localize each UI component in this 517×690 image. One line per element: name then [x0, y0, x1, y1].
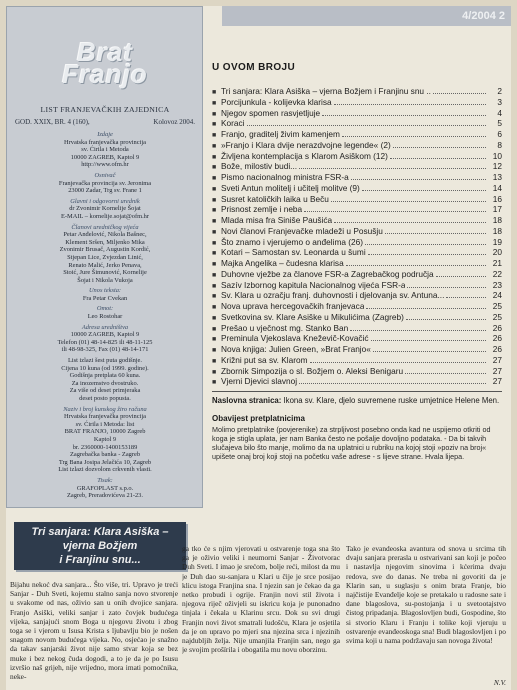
credit-line: Klement Sršen, Miljenko Mika	[65, 238, 145, 246]
toc-entry-title: Sv. Klara u ozračju franj. duhovnosti i djelovanja sv. Antuna...	[221, 290, 445, 301]
toc-row	[212, 355, 502, 366]
toc-row	[212, 312, 502, 323]
credit-line: Zagreb, Preradovićeva 21-23.	[67, 492, 143, 500]
toc-entry-page: 16	[492, 193, 502, 204]
toc-entry-title: Sazív Izbornog kapitula Nacionalnog vijeća FSR-a	[221, 279, 406, 290]
bullet-icon: ■	[212, 89, 217, 96]
toc-row	[212, 97, 502, 108]
credit-line: Leo Rostohar	[87, 313, 123, 321]
toc-leader	[407, 287, 486, 288]
toc-entry-page: 27	[492, 365, 502, 376]
credit-line: http://www.ofm.hr	[81, 161, 129, 169]
bullet-icon: ■	[212, 164, 217, 172]
toc-row	[212, 118, 502, 129]
toc-leader	[322, 115, 486, 116]
toc-entry-title: Vjerni Djevici slavnoj	[221, 376, 298, 387]
toc-row	[212, 258, 502, 269]
toc-leader	[406, 319, 486, 320]
credit-line: Fra Petar Cvekan	[82, 294, 128, 302]
toc-entry-page: 13	[492, 172, 502, 182]
toc-row	[212, 194, 502, 205]
toc-entry-page: 27	[492, 354, 502, 365]
toc-entry-title: Nova knjiga: Julien Green, »Brat Franjo«	[221, 344, 371, 354]
credit-label: Izdaje	[97, 131, 113, 138]
toc-entry-page: 17	[492, 204, 502, 215]
credit-line: Trg Bana Josipa Jelačića 10, Zagreb	[58, 458, 152, 466]
toc-entry-page: 21	[492, 258, 502, 268]
credit-line: 10000 ZAGREB, Kaptol 9	[70, 331, 140, 339]
cover-note-label: Naslovna stranica:	[212, 396, 282, 405]
toc-leader	[368, 254, 486, 255]
toc-entry-page: 14	[492, 182, 502, 193]
credit-label: Adresa uredništva	[81, 323, 129, 331]
issue-date: Kolovoz 2004.	[153, 118, 195, 126]
toc-entry-title: Križni put sa sv. Klarom	[221, 354, 308, 365]
credit-line: BRAT FRANJO, 10000 Zagreb	[64, 428, 146, 436]
toc-entry-title: Duhovne vježbe za članove FSR-a Zagrebačkog područja	[221, 268, 434, 279]
credit-line: sv. Ćirila i Metoda	[81, 146, 129, 154]
toc-leader	[342, 136, 486, 137]
toc-row	[212, 215, 502, 226]
toc-entry-title: Prešao u vječnost mg. Stanko Ban	[221, 322, 349, 333]
toc-entry-page: 2	[497, 86, 502, 96]
toc-row	[212, 204, 502, 215]
credit-line: Stjepan Lice, Zvjezdan Linić,	[67, 253, 143, 261]
bullet-icon: ■	[212, 196, 217, 204]
article-column-3: Tako je evandeoska avantura od snova u srcima tih dvaju sanjara prerasla u ostvarivani san koji je počeo i nastavlja njegovim sinovima i kćerima dvaju redova, sve do danas. Ne treba ni govoriti da je Klarin san, u suglasju s onim brata Franje, bio najčistije Evanđelje koje se pretakalo u radosne sate i dane blagoslova, su-postojanja i u svetootajstvo čistog pripadanja. Blagoslovljen budi, Gospodine, što si stvorio Klaru i Franju i tolike koji vjeruju u ostvarenje evanđeoskoga sna! Budi blagoslovljen i po svima koji u nama podržavaju san novoga života!	[346, 544, 506, 646]
notes-section	[212, 391, 502, 461]
toc-entry-page: 4	[497, 107, 502, 118]
subscriber-notice-title: Obavijest pretplatnicima	[212, 414, 305, 423]
bullet-icon: ■	[212, 347, 217, 354]
credit-label: Osnivač	[94, 171, 116, 179]
toc-entry-page: 22	[492, 268, 502, 279]
toc-entry-title: Nova uprava hercegovačkih franjevaca	[221, 301, 365, 311]
bullet-icon: ■	[212, 142, 217, 150]
credit-label: Omot:	[96, 305, 114, 313]
credit-line: Za inozemstvo dvostruko.	[71, 379, 139, 387]
toc-entry-title: Koraci	[221, 118, 245, 129]
subscriber-notice-text: Molimo pretplatnike (povjerenike) za strpljivost posebno onda kad ne uspijemo otkriti od koga je stigla uplata, jer nam Banka često ne pošalje dovoljno podataka. - Da bi takvih slučajeva bilo što manje, molimo da na uplatnici u rubriku na kojoj stoji »poziv na broj« upišete onaj broj koji stoji na početku vaše adrese - s lijeve strane. Hvala lijepa.	[212, 425, 491, 461]
toc-leader	[351, 179, 486, 180]
toc-leader	[446, 297, 486, 298]
bullet-icon: ■	[212, 99, 217, 107]
toc-entry-page: 18	[492, 215, 502, 225]
toc-entry-page: 25	[492, 301, 502, 311]
toc-leader	[299, 168, 486, 169]
bullet-icon: ■	[212, 218, 217, 225]
bullet-icon: ■	[212, 207, 217, 215]
toc-leader	[436, 276, 486, 277]
toc-row	[212, 333, 502, 344]
credit-line: 23000 Zadar, Trg sv. Frane 1	[68, 187, 142, 195]
cover-note-text: Ikona sv. Klare, djelo suvremene ruske umjetnice Helene Men.	[283, 396, 500, 405]
toc-entry-page: 8	[497, 139, 502, 150]
toc-leader	[366, 308, 486, 309]
credit-line: Kaptol 9	[93, 435, 117, 443]
magazine-page	[6, 6, 511, 690]
credit-line: ili 48-98-325, Fax (01) 48-14-171	[61, 346, 149, 354]
toc-leader	[247, 125, 486, 126]
toc-leader	[346, 265, 486, 266]
toc-entry-page: 25	[492, 311, 502, 322]
toc-entry-title: »Franjo i Klara dvije nerazdvojne legende« (2)	[221, 139, 391, 150]
toc-entry-title: Pismo nacionalnog ministra FSR-a	[221, 172, 349, 182]
toc-leader	[373, 351, 486, 352]
credit-line: GRAFOPLAST s.p.o.	[76, 484, 134, 492]
bullet-icon: ■	[212, 185, 217, 193]
toc-leader	[365, 244, 486, 245]
toc-entry-page: 18	[492, 225, 502, 236]
toc-row	[212, 344, 502, 355]
credit-label: Naziv i broj kunskog žiro računa	[63, 405, 147, 413]
credit-line: List izlazi dozvolom crkvenih vlasti.	[58, 466, 152, 474]
toc-row	[212, 129, 502, 140]
table-of-contents	[212, 86, 502, 387]
logo	[19, 37, 191, 89]
credit-line: Telefon (01) 48-14-825 ili 48-11-125	[57, 338, 153, 346]
issue-line	[15, 118, 195, 126]
toc-entry-page: 6	[497, 129, 502, 139]
toc-entry-page: 26	[492, 322, 502, 333]
publication-name: LIST FRANJEVAČKIH ZAJEDNICA	[40, 105, 170, 114]
toc-entry-title: Njegov spomen rasvjetljuje	[221, 107, 321, 118]
toc-entry-title: Življena kontemplacija s Klarom Asiškom (12)	[221, 150, 388, 161]
toc-row	[212, 269, 502, 280]
bullet-icon: ■	[212, 153, 217, 161]
toc-entry-title: Prisnost zemlje i neba	[221, 204, 303, 215]
toc-entry-title: Što znamo i vjerujemo o anđelima (26)	[221, 236, 364, 247]
toc-entry-page: 10	[492, 150, 502, 161]
divider	[212, 391, 502, 392]
credit-label: Glavni i odgovorni urednik	[70, 197, 140, 205]
masthead-box	[6, 6, 203, 508]
toc-entry-title: Majka Angelika – čudesna klarisa	[221, 258, 344, 268]
toc-leader	[310, 362, 486, 363]
toc-entry-title: Porcijunkula - kolijevka klarisa	[221, 96, 332, 107]
toc-title: U OVOM BROJU	[212, 62, 296, 73]
toc-entry-title: Kotari – Samostan sv. Leonarda u šumi	[221, 247, 366, 258]
toc-leader	[433, 93, 486, 94]
banner-line-2: vjerna Božjem	[62, 540, 138, 552]
toc-entry-title: Sveti Antun molitelj i učitelj molitve (9)	[221, 182, 360, 193]
credit-line: List izlazi šest puta godišnje.	[67, 357, 142, 365]
bullet-icon: ■	[212, 325, 217, 333]
toc-entry-page: 5	[497, 118, 502, 129]
toc-row	[212, 172, 502, 183]
toc-entry-page: 19	[492, 236, 502, 247]
bullet-icon: ■	[212, 250, 217, 258]
toc-entry-title: Tri sanjara: Klara Asiška – vjerna Božjem i Franjinu snu ..	[221, 86, 431, 96]
bullet-icon: ■	[212, 304, 217, 311]
logo-line-2: Franjo	[62, 59, 148, 89]
toc-row	[212, 108, 502, 119]
toc-row	[212, 301, 502, 312]
credit-label: Članovi uredničkog vijeća	[71, 223, 139, 231]
credit-line: Zvonimir Brusač, Augustin Kordić,	[59, 246, 151, 254]
article-column-2: ga tko će s njim vjerovati u ostvarenje toga sna što ga je oživio veliki i neumorni Sanjar - Životvorac Duh Sveti. I imao je srećom, bolje reći, milost da mu je Duh dao su-sanjara u Klari u čije je srce posijao klicu istoga Franjina sna. I njezin san je čekao da ga netko probudi i ogrije. Franjin novi stil života i njegova riječ oživjeli su iskricu koja je punonadno tinjala i čekala u Klarinu srcu. Dok su svi drugi Franjin novi život smatrali ludošću, Klara je osjetila da je on upravo po mjeri sna njezina srca i njezinih najdubljih želja. Nije umanjila Franjin san, nego ga je svojim prošírila i obogatila mu novu oborzinu.	[182, 544, 340, 655]
bullet-icon: ■	[212, 271, 217, 279]
bullet-icon: ■	[212, 293, 217, 301]
bullet-icon: ■	[212, 336, 217, 344]
toc-row	[212, 151, 502, 162]
cover-note	[212, 396, 502, 406]
toc-entry-title: Zbornik Simpozija o sl. Božjem o. Aleksi Benigaru	[221, 365, 404, 376]
bullet-icon: ■	[212, 314, 217, 322]
credit-line: Šojat i Nikola Vukoja	[77, 276, 133, 284]
toc-entry-title: Susret katoličkih laika u Beču	[221, 193, 329, 204]
toc-entry-page: 26	[492, 333, 502, 344]
bullet-icon: ■	[212, 282, 217, 290]
bullet-icon: ■	[212, 368, 217, 376]
issue-tag: 4/2004 2	[222, 6, 511, 26]
credits-block	[13, 131, 197, 503]
toc-leader	[385, 233, 486, 234]
toc-row	[212, 323, 502, 334]
toc-leader	[304, 211, 486, 212]
credit-line: E-MAIL – kornelije.sojat@ofm.hr	[61, 212, 149, 220]
toc-row	[212, 183, 502, 194]
credit-label: Unos teksta:	[88, 287, 122, 295]
credit-line: Za više od deset primjeraka	[69, 387, 141, 395]
logo-line-1: Brat	[76, 37, 133, 67]
toc-leader	[405, 373, 486, 374]
credit-line: Stoić, Jure Šimunović, Kornelije	[63, 269, 147, 277]
bullet-icon: ■	[212, 379, 217, 387]
bullet-icon: ■	[212, 228, 217, 236]
banner-line-3: i Franjinu snu...	[59, 554, 141, 566]
toc-leader	[331, 201, 486, 202]
toc-leader	[371, 340, 486, 341]
credit-label: Tisak:	[97, 476, 113, 484]
credit-line: dr Zvonimir Kornelije Šojat	[69, 205, 141, 213]
toc-row	[212, 366, 502, 377]
toc-leader	[299, 383, 486, 384]
toc-entry-page: 12	[492, 161, 502, 172]
toc-row	[212, 161, 502, 172]
toc-entry-page: 24	[492, 290, 502, 301]
toc-leader	[334, 104, 486, 105]
article-column-1: Bijahu nekoć dva sanjara... Što više, tri. Upravo je treći Sanjar - Duh Sveti, kojemu stalno sanja novo stvorenje u svakome od nas, oživio san u onih dvojice sanjara. Franjo Asiški, veliki sanjar i zato čovjek budućega vijeka, sanjajući snom Boga u njegovu životu i zbog toga se i vjerom u Isusa Krista s ljubavlju bio je nošen snagom novom budućega vijeka. No, osjećao je snažno da takav sanjarski život nije samo stvar koja se bez muke i bez nekog čuda dogodi, a to je da je po Isusu izvršio naš grijeh, nije vrijedno, mora imati pomoćnika, neke-	[10, 580, 178, 682]
toc-entry-title: Preminula Vjekoslava Kneževič-Kovačić	[221, 333, 369, 344]
toc-entry-page: 26	[492, 344, 502, 354]
toc-row	[212, 226, 502, 237]
bullet-icon: ■	[212, 261, 217, 268]
publication-meta	[15, 105, 195, 126]
bullet-icon: ■	[212, 110, 217, 118]
credit-line: sv. Ćirila i Metoda: list	[75, 420, 135, 428]
toc-row	[212, 247, 502, 258]
credit-spacer	[13, 500, 197, 503]
toc-entry-title: Mlada misa fra Siniše Paušića	[221, 215, 333, 225]
toc-row	[212, 237, 502, 248]
toc-leader	[390, 158, 486, 159]
masthead	[19, 37, 191, 89]
credit-line: Renato Malić, Jerko Penava,	[68, 261, 142, 269]
article-signature: N.V.	[493, 678, 506, 687]
bullet-icon: ■	[212, 357, 217, 365]
toc-entry-title: Franjo, graditelj živim kamenjem	[221, 129, 340, 139]
toc-leader	[334, 222, 486, 223]
credit-line: Godišnja pretplata 60 kuna.	[69, 372, 141, 380]
article-banner	[14, 522, 186, 570]
bullet-icon: ■	[212, 121, 217, 129]
issue-number: GOD. XXIX, BR. 4 (160),	[15, 118, 90, 126]
toc-row	[212, 140, 502, 151]
bullet-icon: ■	[212, 175, 217, 182]
toc-row	[212, 376, 502, 387]
toc-row	[212, 86, 502, 97]
credit-line: Cijena 10 kuna (od 1999. godine).	[61, 364, 149, 372]
toc-entry-title: Bože, milostiv budi...	[221, 161, 298, 172]
credit-line: deset posto popusta.	[79, 395, 131, 402]
bullet-icon: ■	[212, 239, 217, 247]
credit-line: Hrvatska franjevačka provincija	[64, 413, 146, 421]
toc-entry-page: 20	[492, 247, 502, 258]
credit-line: 10000 ZAGREB, Kaptol 9	[70, 153, 140, 161]
toc-leader	[362, 190, 486, 191]
credit-line: Franjevačka provincija sv. Jeronima	[58, 179, 152, 187]
toc-entry-title: Novi članovi Franjevačke mladeži u Posušju	[221, 225, 383, 236]
toc-entry-page: 3	[497, 96, 502, 107]
toc-leader	[350, 330, 486, 331]
banner-line-1: Tri sanjara: Klara Asiška –	[31, 526, 169, 538]
credit-line: Zagrebačka banka - Zagreb	[69, 451, 141, 459]
toc-entry-page: 23	[492, 279, 502, 290]
toc-entry-title: Svetkovina sv. Klare Asiške u Mikulićima (Zagreb)	[221, 311, 404, 322]
toc-leader	[393, 147, 486, 148]
toc-entry-page: 27	[492, 376, 502, 387]
toc-row	[212, 290, 502, 301]
credit-line: Petar Anđelović, Nikola Bašnec,	[63, 231, 147, 239]
toc-row	[212, 280, 502, 291]
bullet-icon: ■	[212, 132, 217, 139]
credit-line: br. 2360000-1400153189	[72, 443, 138, 451]
credit-line: Hrvatska franjevačka provincija	[64, 138, 146, 146]
